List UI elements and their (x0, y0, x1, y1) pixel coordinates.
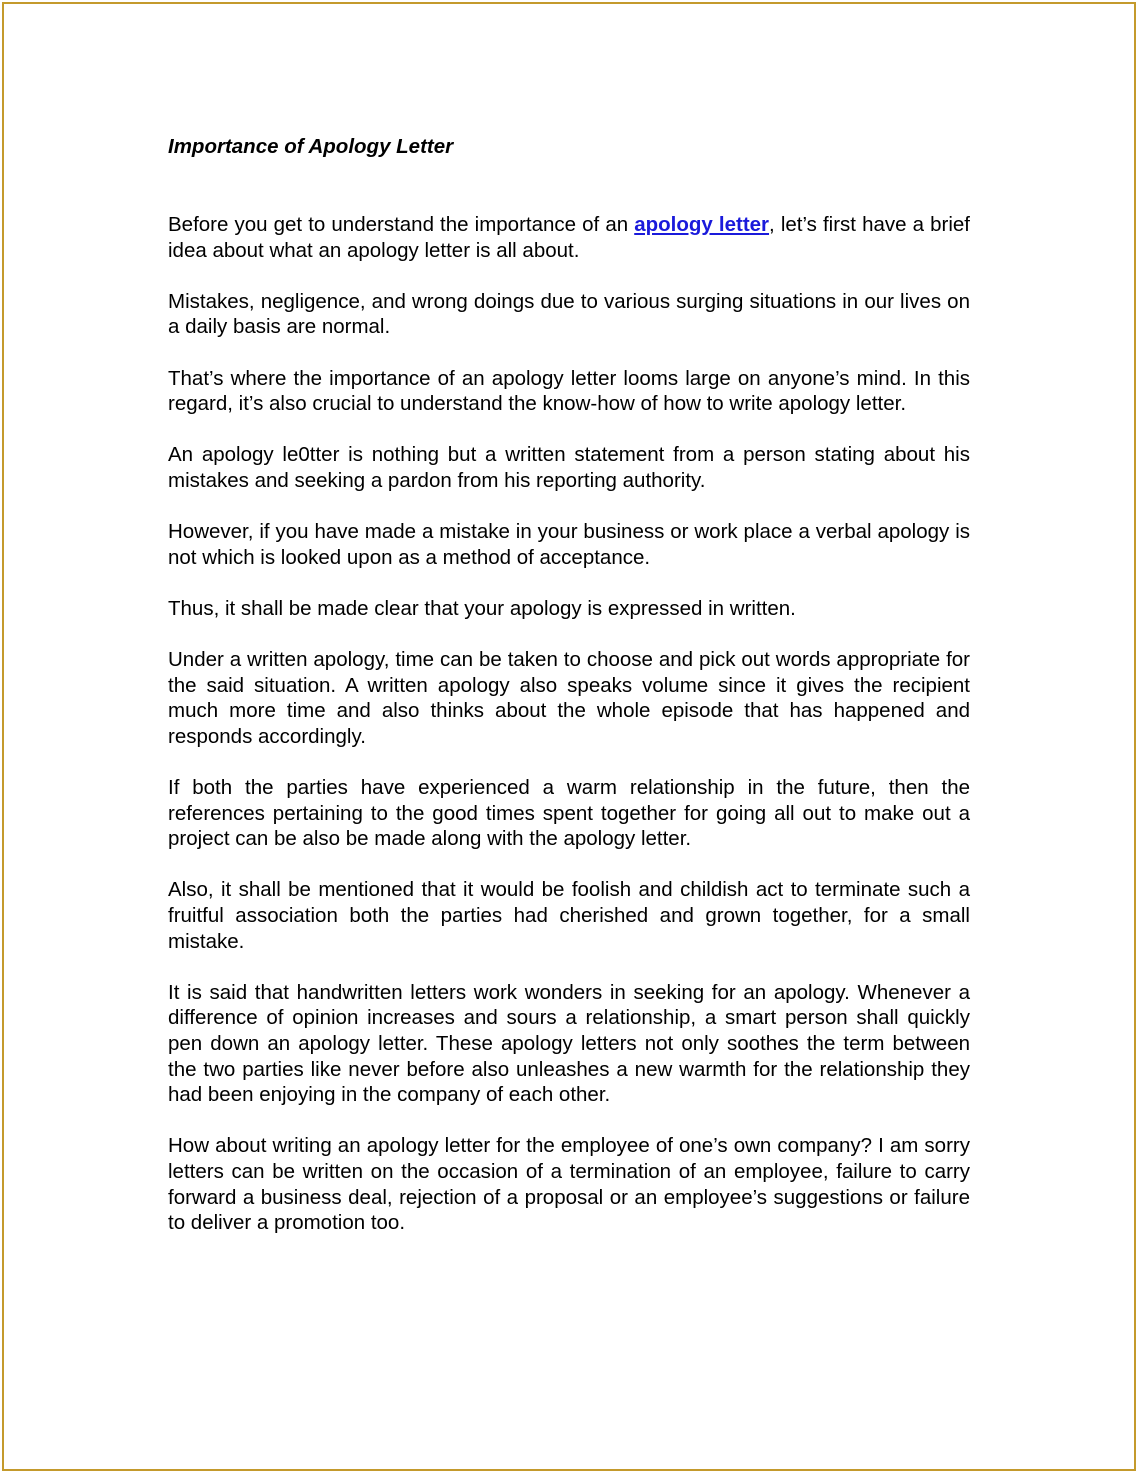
paragraph-association: Also, it shall be mentioned that it would be foolish and childish act to terminate such a fruitful association both the parties had cherished and grown together, for a small mistake. (168, 878, 970, 953)
intro-text-after-link: , let’s first have a brief idea about what an apology letter is all about. (168, 213, 970, 262)
document-title: Importance of Apology Letter (168, 135, 454, 158)
paragraph-written: Thus, it shall be made clear that your apology is expressed in written. (168, 596, 796, 620)
paragraph-handwritten: It is said that handwritten letters work wonders in seeking for an apology. Whenever a difference of opinion increases and sours a relationship, a smart person shall quickly pen down an apology letter. These apology letters not only soothes the term between the two parties like never before also unleashes a new warmth for the relationship they had been enjoying in the company of each other. (168, 980, 970, 1107)
paragraph-mistakes: Mistakes, negligence, and wrong doings due to various surging situations in our lives on a daily basis are normal. (168, 289, 970, 339)
paragraph-definition: An apology le0tter is nothing but a written statement from a person stating about his mistakes and seeking a pardon from his reporting authority. (168, 443, 970, 492)
paragraph-written-apology: Under a written apology, time can be taken to choose and pick out words appropriate for the said situation. A written apology also speaks volume since it gives the recipient much more time and also thinks about the whole episode that has happened and responds accordingly. (168, 648, 970, 748)
paragraph-importance: That’s where the importance of an apology letter looms large on anyone’s mind. In this regard, it’s also crucial to understand the know-how of how to write apology letter. (168, 366, 970, 416)
paragraph-verbal-apology: However, if you have made a mistake in your business or work place a verbal apology is not which is looked upon as a method of acceptance. (168, 520, 970, 569)
paragraph-relationship: If both the parties have experienced a warm relationship in the future, then the references pertaining to the good times spent together for going all out to make out a project can be also be made along with the apology letter. (168, 776, 970, 851)
apology-letter-link[interactable]: apology letter (634, 213, 770, 236)
document-body (168, 133, 970, 1261)
intro-paragraph (168, 212, 970, 263)
intro-text-before-link: Before you get to understand the importance of an (168, 213, 635, 236)
paragraph-employee: How about writing an apology letter for the employee of one’s own company? I am sorry letters can be written on the occasion of a termination of an employee, failure to carry forward a business deal, rejection of a proposal or an employee’s suggestions or failure to deliver a promotion too. (168, 1134, 970, 1235)
